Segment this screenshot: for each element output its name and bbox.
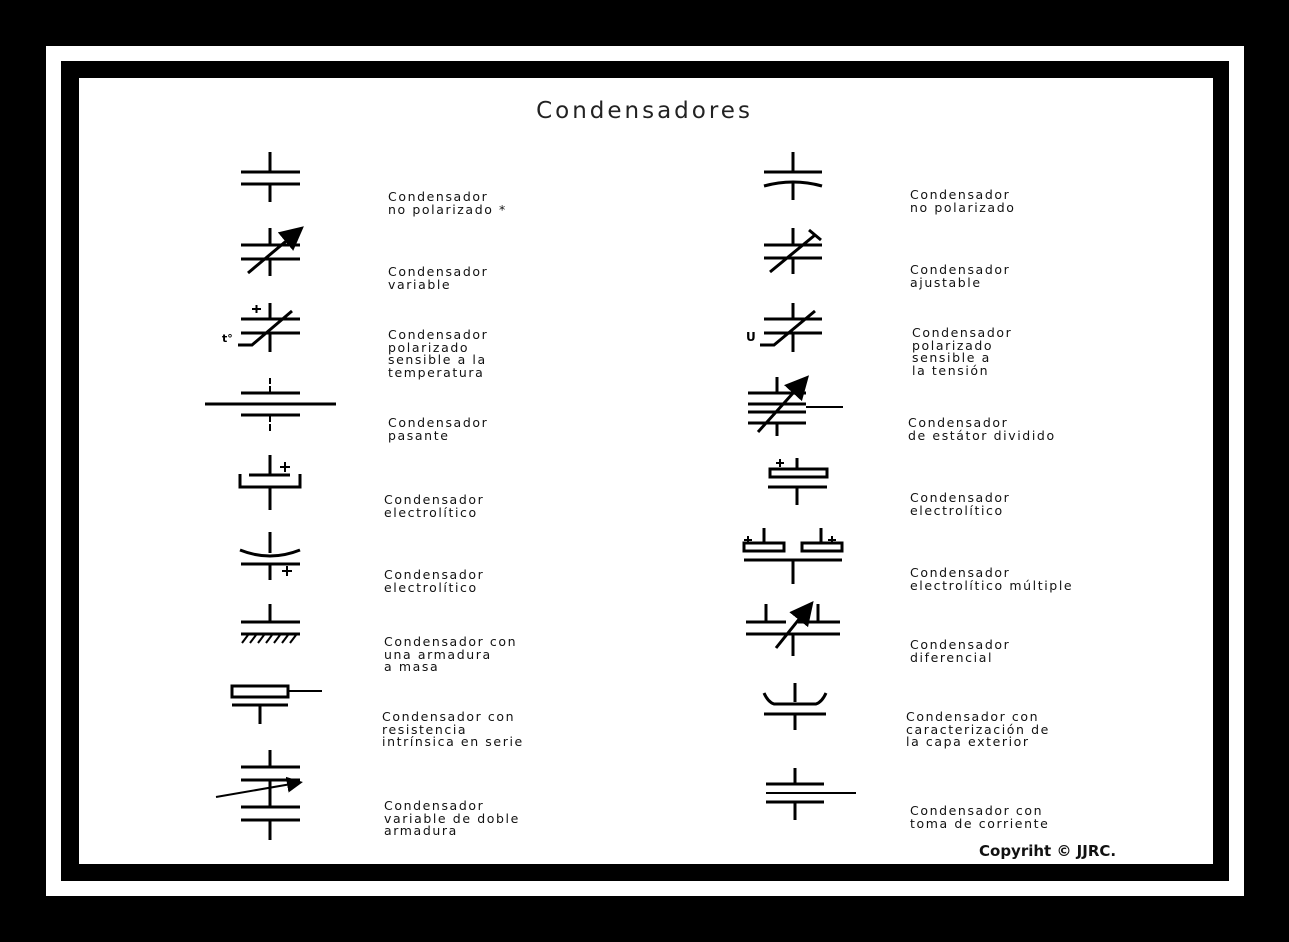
label-right-2: Condensador ajustable — [910, 262, 1011, 290]
label-right-4: Condensador de estátor dividido — [908, 415, 1056, 443]
symbol-right-2-trimmer-capacitor-icon — [764, 228, 822, 274]
symbol-left-6-electrolytic-capacitor-icon — [240, 532, 300, 580]
symbol-left-8-resistive-capacitor-icon — [232, 686, 322, 724]
copyright-notice: Copyriht © JJRC. — [979, 842, 1117, 860]
label-left-9: Condensador variable de doble armadura — [384, 798, 520, 838]
symbol-left-2-variable-capacitor-icon — [241, 228, 300, 276]
symbol-right-7-differential-capacitor-icon — [746, 604, 840, 656]
symbol-right-9-tapped-capacitor-icon — [766, 768, 856, 820]
label-left-1: Condensador no polarizado * — [388, 189, 507, 217]
label-right-3: Condensador polarizado sensible a la tensión — [912, 325, 1013, 378]
label-right-7: Condensador diferencial — [910, 637, 1011, 665]
label-left-2: Condensador variable — [388, 264, 489, 292]
label-right-8: Condensador con caracterización de la capa exterior — [906, 709, 1050, 749]
diagram-title: Condensadores — [536, 98, 753, 124]
label-right-1: Condensador no polarizado — [910, 187, 1016, 215]
symbol-left-3-text: t° — [222, 332, 233, 345]
label-left-3: Condensador polarizado sensible a la temperatura — [388, 327, 489, 380]
symbol-left-7-grounded-capacitor-icon — [241, 604, 300, 643]
symbol-left-5-electrolytic-capacitor-icon — [240, 455, 300, 510]
symbol-right-5-electrolytic-capacitor-icon — [768, 458, 827, 505]
label-left-4: Condensador pasante — [388, 415, 489, 443]
symbol-right-3-voltage-capacitor-icon — [760, 303, 822, 352]
symbol-left-9-double-variable-capacitor-icon — [216, 750, 300, 840]
symbol-right-6-multiple-electrolytic-capacitor-icon — [744, 528, 842, 584]
symbol-left-4-feedthrough-capacitor-icon — [205, 378, 336, 431]
symbol-right-8-outer-layer-capacitor-icon — [764, 683, 826, 730]
symbol-right-4-split-stator-capacitor-icon — [748, 377, 843, 436]
symbol-right-1-capacitor-icon — [764, 152, 822, 200]
label-right-5: Condensador electrolítico — [910, 490, 1011, 518]
label-right-9: Condensador con toma de corriente — [910, 803, 1050, 831]
symbol-left-3-thermal-capacitor-icon — [238, 303, 300, 352]
label-left-7: Condensador con una armadura a masa — [384, 634, 518, 674]
symbol-left-1-capacitor-icon — [241, 152, 300, 202]
label-left-6: Condensador electrolítico — [384, 567, 485, 595]
label-left-5: Condensador electrolítico — [384, 492, 485, 520]
label-right-6: Condensador electrolítico múltiple — [910, 565, 1074, 593]
symbol-right-3-text: U — [746, 330, 756, 344]
label-left-8: Condensador con resistencia intrínsica en serie — [382, 709, 524, 749]
